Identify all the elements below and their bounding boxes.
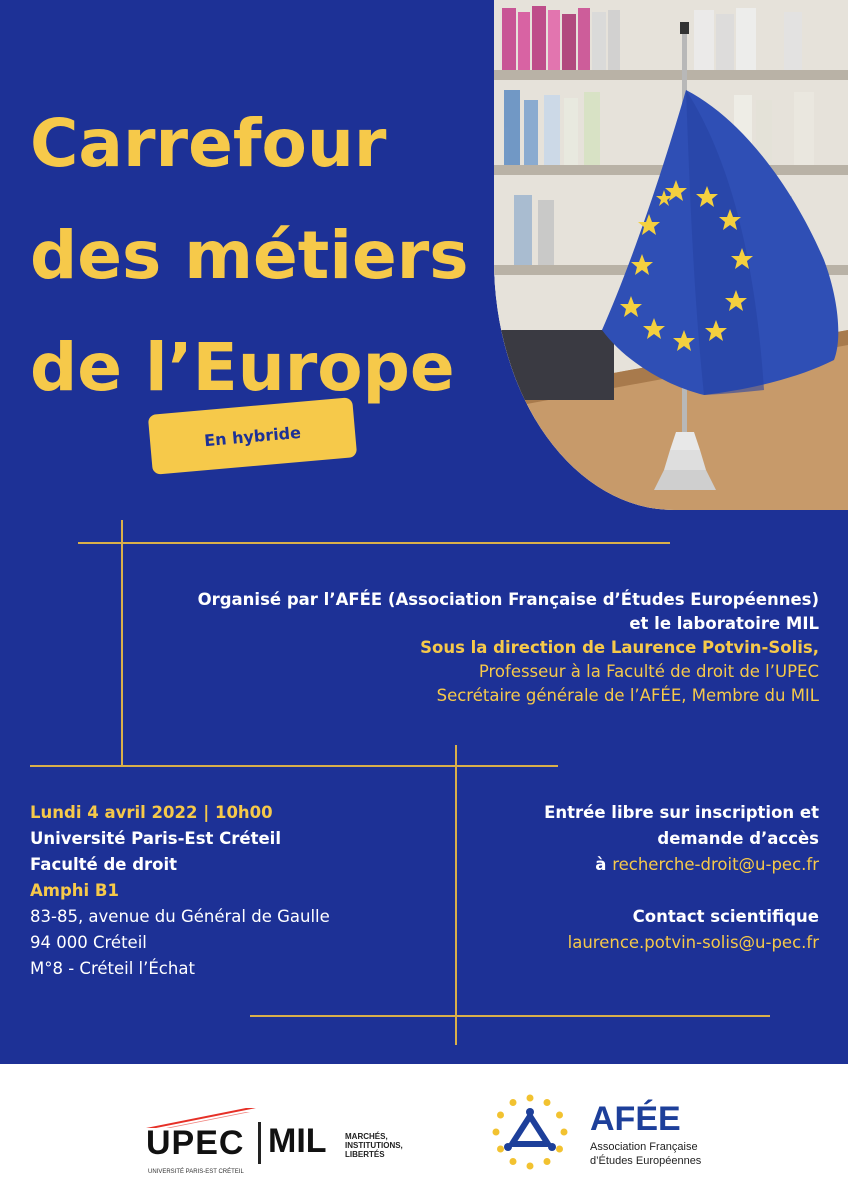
mil-subtitle-1: MARCHÉS,	[345, 1132, 388, 1141]
direction-title-2: Secrétaire générale de l’AFÉE, Membre du MIL	[436, 686, 819, 705]
afee-subtitle	[590, 1140, 701, 1168]
hybrid-badge: En hybride	[148, 397, 357, 475]
event-faculty: Faculté de droit	[30, 855, 178, 874]
upec-subtitle: UNIVERSITÉ PARIS-EST CRÉTEIL	[148, 1169, 244, 1175]
event-university: Université Paris-Est Créteil	[30, 829, 281, 848]
contact-label: Contact scientifique	[632, 907, 819, 926]
registration-prefix: à	[595, 855, 613, 874]
contact-email-link[interactable]: laurence.potvin-solis@u-pec.fr	[567, 933, 819, 952]
event-metro: M°8 - Créteil l’Échat	[30, 959, 195, 978]
event-city: 94 000 Créteil	[30, 933, 147, 952]
title-line-1: Carrefour	[30, 105, 387, 182]
afee-wordmark: AFÉE	[590, 1100, 681, 1138]
afee-emblem-icon	[490, 1092, 570, 1172]
event-title	[30, 88, 469, 424]
event-details	[30, 800, 330, 982]
organizers-line-2: et le laboratoire MIL	[629, 614, 819, 633]
title-line-2: des métiers	[30, 217, 469, 294]
direction-title-1: Professeur à la Faculté de droit de l’UPEC	[478, 662, 819, 681]
registration-email-link[interactable]: recherche-droit@u-pec.fr	[612, 855, 819, 874]
divider-line-middle	[30, 765, 558, 767]
event-date: Lundi 4 avril 2022 | 10h00	[30, 803, 273, 822]
title-line-3: de l’Europe	[30, 329, 455, 406]
mil-subtitle-2: INSTITUTIONS,	[345, 1141, 403, 1150]
registration-block	[544, 800, 819, 956]
event-room: Amphi B1	[30, 881, 119, 900]
logo-separator	[258, 1122, 261, 1164]
registration-line-1: Entrée libre sur inscription et	[544, 803, 819, 822]
divider-line-center	[455, 745, 457, 1045]
organizers-line-1: Organisé par l’AFÉE (Association Française d’Études Européennes)	[197, 590, 819, 609]
mil-subtitle-3: LIBERTÉS	[345, 1150, 385, 1159]
divider-line-bottom	[250, 1015, 770, 1017]
mil-subtitle	[345, 1132, 403, 1159]
footer-logos	[0, 1064, 848, 1200]
afee-subtitle-2: d’Études Européennes	[590, 1155, 702, 1167]
organizers-block	[198, 588, 819, 708]
registration-line-2: demande d’accès	[657, 829, 819, 848]
upec-wordmark: UPEC	[146, 1124, 245, 1162]
divider-line-top	[78, 542, 670, 544]
mil-wordmark: MIL	[268, 1122, 327, 1160]
afee-subtitle-1: Association Française	[590, 1141, 698, 1153]
eu-flag-illustration	[494, 0, 848, 510]
direction-line: Sous la direction de Laurence Potvin-Solis,	[420, 638, 819, 657]
eu-flag-photo	[494, 0, 848, 510]
divider-line-left	[121, 520, 123, 765]
event-street: 83-85, avenue du Général de Gaulle	[30, 907, 330, 926]
